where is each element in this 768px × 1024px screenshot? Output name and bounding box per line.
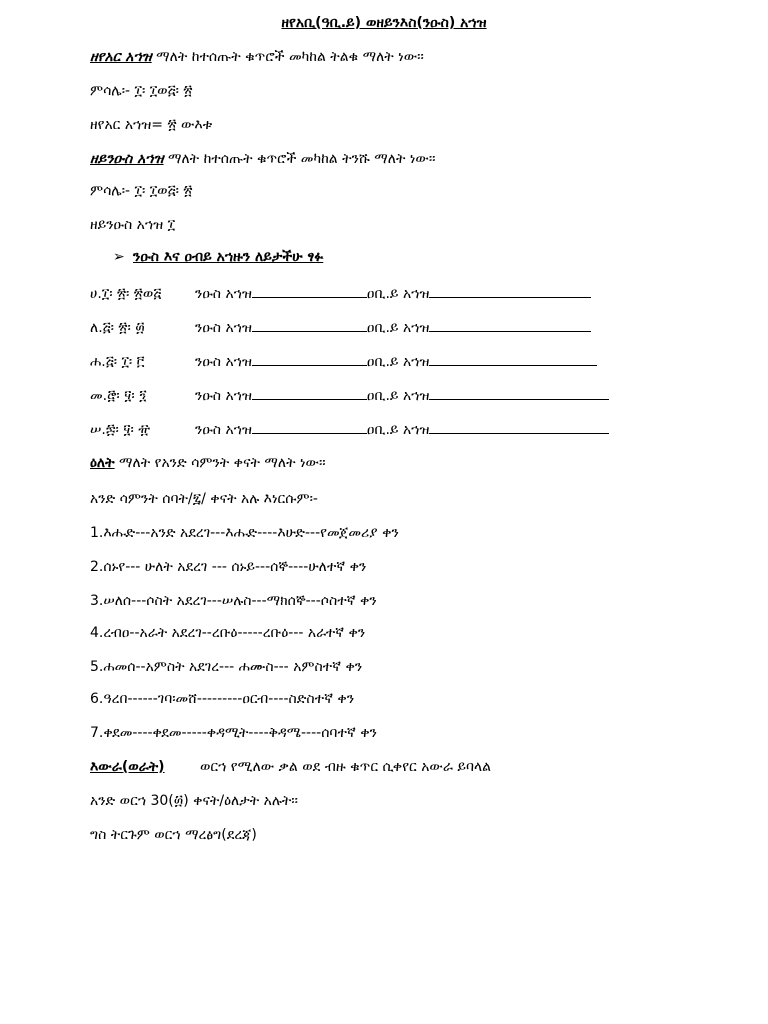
- small-label: ንዑስ አኀዝ: [195, 354, 252, 370]
- term-month: እውራ(ወራት): [90, 759, 165, 775]
- answer-blank-small[interactable]: [252, 318, 367, 332]
- definition-month: [90, 758, 491, 776]
- day-item: 5.ሐመሰ--አምስት አደገረ--- ሐሙስ--- አምስተኛ ቀን: [90, 659, 363, 675]
- month-days: አንድ ወርኀ 30(፴) ቀናት/ዕለታት አሉት፡፡: [90, 793, 298, 809]
- exercise-row: [90, 318, 591, 337]
- big-label: ዐቢ.ይ አኀዝ: [366, 286, 430, 302]
- definition-day: [90, 454, 326, 472]
- page-title: ዘየአቢ(ዓቢ.ይ) ወዘይንእስ(ንዑስ) አኀዝ: [281, 15, 487, 31]
- big-label: ዐቢ.ይ አኀዝ: [366, 422, 430, 438]
- small-label: ንዑስ አኀዝ: [195, 286, 252, 302]
- term-least: ዘይንዑስ አኀዝ: [90, 151, 164, 167]
- month-meaning: ግስ ትርጉም ወርኀ ማረፅግ(ደረጃ): [90, 827, 257, 843]
- answer-blank-small[interactable]: [252, 352, 367, 366]
- answer-blank-big[interactable]: [429, 420, 609, 434]
- least-answer: ዘይንዑስ አኀዝ ፲: [90, 217, 176, 233]
- week-intro: አንድ ሳምንት ሰባት/፯/ ቀናት አሉ እነርሱም፡-: [90, 491, 318, 507]
- exercise-row: [90, 420, 609, 439]
- answer-blank-big[interactable]: [429, 386, 609, 400]
- exercise-question: ሠ.፷፡ ፶፡ ፹: [90, 422, 151, 438]
- exercise-row: [90, 386, 609, 405]
- example-greatest: ምሳሌ፡- ፲፡ ፲ወ፭፡ ፳: [90, 83, 193, 99]
- exercise-row: [90, 352, 597, 371]
- answer-blank-small[interactable]: [252, 420, 367, 434]
- day-item: 1.እሑድ---አንድ አደረገ---እሑድ----እሁድ---የመጀመሪያ ቀን: [90, 525, 399, 541]
- answer-blank-big[interactable]: [429, 284, 591, 298]
- day-item: 2.ሰኑየ--- ሁለት አደረገ --- ሰኑይ---ሰኞ----ሁለተኛ ቀን: [90, 559, 367, 575]
- example-least: ምሳሌ፡- ፲፡ ፲ወ፭፡ ፳: [90, 183, 193, 199]
- term-greatest: ዘየአር አኀዝ: [90, 49, 152, 65]
- exercise-question: ለ.፭፡ ፳፡ ፴: [90, 320, 145, 336]
- arrow-bullet-icon: ➢: [113, 249, 125, 265]
- definition-day-text: ማለት የአንድ ሳምንት ቀናት ማለት ነው፡፡: [114, 455, 326, 471]
- exercise-question: መ.፸፡ ፶፡ ፺: [90, 388, 147, 404]
- answer-blank-big[interactable]: [429, 318, 591, 332]
- day-item: 4.ረብዐ--አራት አደረገ--ረቡዕ-----ረቡዕ--- አራተኛ ቀን: [90, 625, 366, 641]
- exercise-row: [90, 284, 591, 303]
- day-item: 6.ዓረበ------ገባ፡መሸ---------ዐርብ----ስድስተኛ ቀን: [90, 691, 355, 707]
- definition-greatest-text: ማለት ከተሰጡት ቁጥሮች መካከል ትልቁ ማለት ነው፡፡: [151, 49, 424, 65]
- definition-least: [90, 150, 435, 168]
- greatest-answer: ዘየአር አኀዝ= ፳ ውእቱ: [90, 117, 213, 133]
- exercise-heading-text: ንዑስ እና ዐብይ አኀዙን ለይታችሁ ፃፉ: [133, 249, 324, 265]
- day-item: 7.ቀደመ----ቀደመ-----ቀዳሚት----ቅዳሜ----ሰባተኛ ቀን: [90, 725, 377, 741]
- exercise-question: ሀ.፲፡ ፳፡ ፳ወ፭: [90, 286, 162, 302]
- definition-greatest: [90, 48, 424, 66]
- answer-blank-small[interactable]: [252, 386, 367, 400]
- big-label: ዐቢ.ይ አኀዝ: [366, 354, 430, 370]
- small-label: ንዑስ አኀዝ: [195, 388, 252, 404]
- exercise-question: ሐ.፭፡ ፲፡ ፫: [90, 354, 145, 370]
- definition-least-text: ማለት ከተሰጡት ቁጥሮች መካከል ትንሹ ማለት ነው፡፡: [163, 151, 436, 167]
- answer-blank-small[interactable]: [252, 284, 367, 298]
- big-label: ዐቢ.ይ አኀዝ: [366, 388, 430, 404]
- definition-month-text: ወርኀ የሚለው ቃል ወደ ብዙ ቁጥር ሲቀየር አውራ ይባላል: [200, 759, 492, 775]
- answer-blank-big[interactable]: [429, 352, 597, 366]
- day-item: 3.ሠለሰ---ሶስት አደረገ---ሠሉስ---ማክሰኞ---ሶስተኛ ቀን: [90, 593, 377, 609]
- term-day: ዕለት: [90, 455, 115, 471]
- small-label: ንዑስ አኀዝ: [195, 422, 252, 438]
- exercise-heading: [113, 248, 323, 266]
- big-label: ዐቢ.ይ አኀዝ: [366, 320, 430, 336]
- small-label: ንዑስ አኀዝ: [195, 320, 252, 336]
